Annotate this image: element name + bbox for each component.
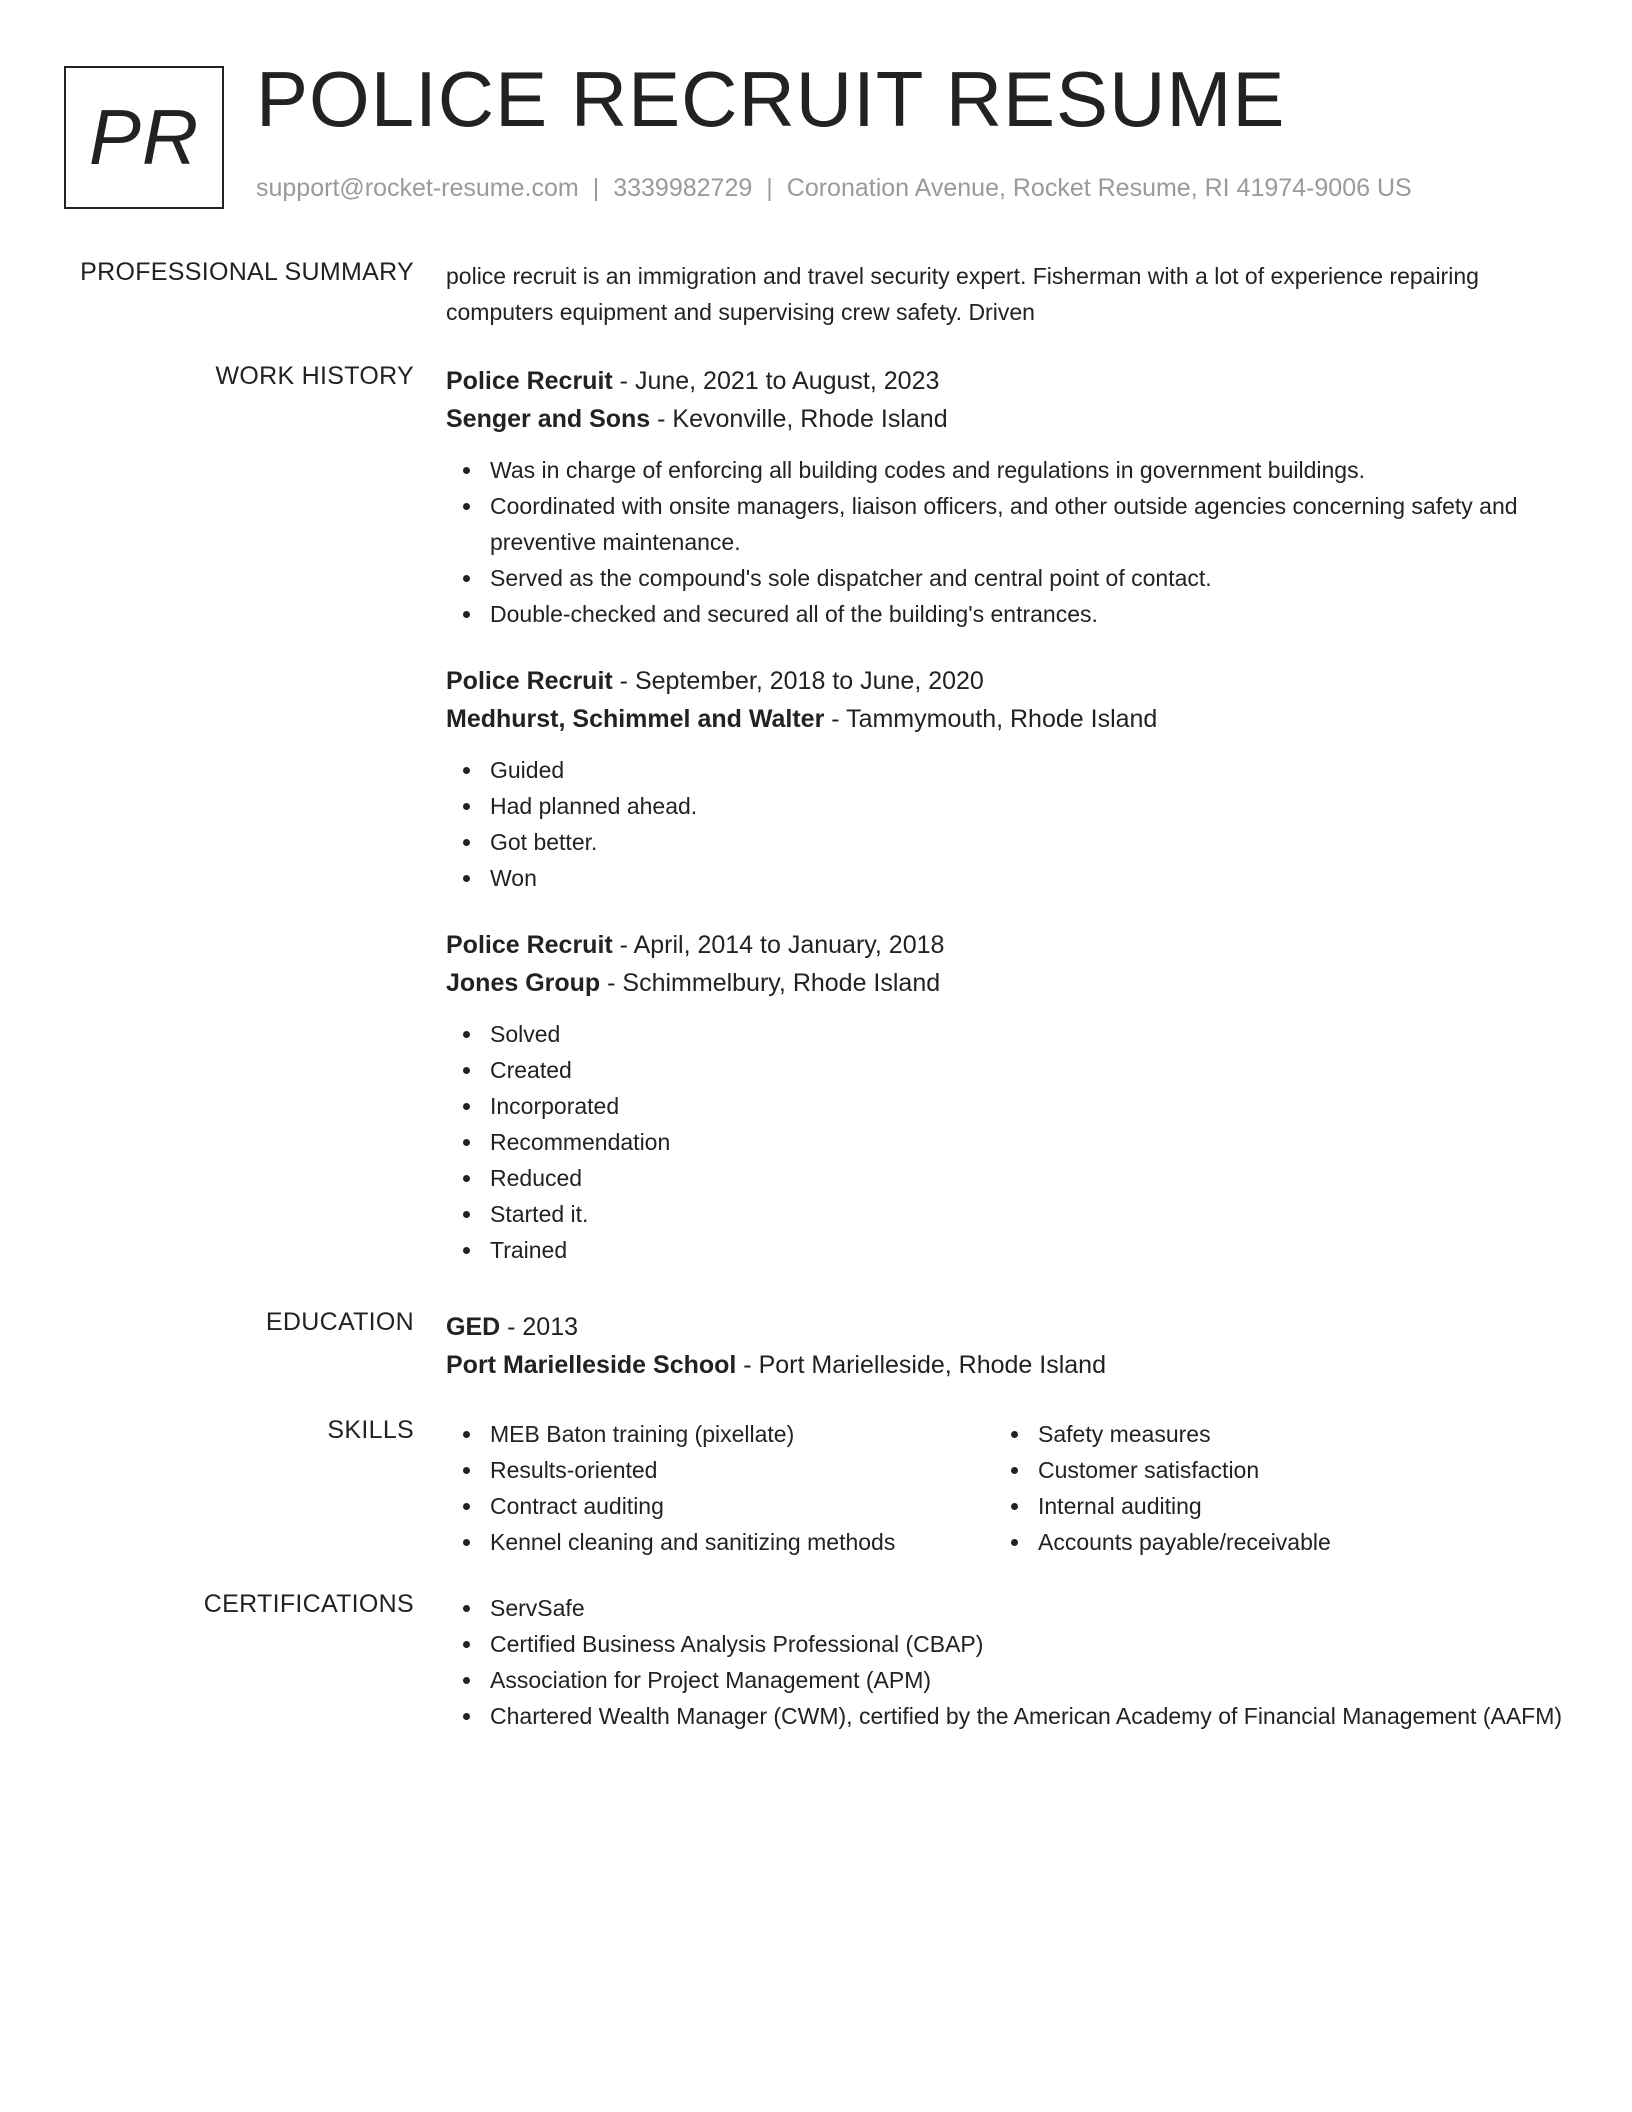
education-year: - 2013 [500, 1313, 579, 1341]
education-body [446, 1308, 1566, 1384]
list-item: Incorporated [446, 1088, 1566, 1124]
skills-column-right [994, 1416, 1542, 1560]
list-item: Kennel cleaning and sanitizing methods [446, 1524, 994, 1560]
list-item: Created [446, 1052, 1566, 1088]
list-item: Won [446, 860, 1566, 896]
list-item: Guided [446, 752, 1566, 788]
job-title-line [446, 662, 1566, 700]
section-label-work-history: WORK HISTORY [215, 362, 414, 390]
skills-column-left [446, 1416, 994, 1560]
certifications-list [446, 1590, 1566, 1734]
list-item: Safety measures [994, 1416, 1542, 1452]
job-entry [446, 662, 1566, 896]
list-item: MEB Baton training (pixellate) [446, 1416, 994, 1452]
monogram-logo [64, 66, 224, 209]
job-title-line [446, 362, 1566, 400]
job-dates: - September, 2018 to June, 2020 [612, 667, 984, 695]
job-location: - Schimmelbury, Rhode Island [600, 969, 941, 997]
list-item: ServSafe [446, 1590, 1566, 1626]
summary-body [446, 258, 1566, 330]
skills-body [446, 1416, 1566, 1560]
section-label-summary: PROFESSIONAL SUMMARY [80, 258, 414, 286]
list-item: Got better. [446, 824, 1566, 860]
certifications-body [446, 1590, 1566, 1734]
list-item: Solved [446, 1016, 1566, 1052]
summary-text: police recruit is an immigration and travel security expert. Fisherman with a lot of experience repairing computers equipment and supervising crew safety. Driven [446, 263, 1479, 325]
job-company: Medhurst, Schimmel and Walter [446, 705, 825, 733]
page-title: POLICE RECRUIT RESUME [256, 55, 1286, 143]
education-degree: GED [446, 1313, 501, 1341]
list-item: Served as the compound's sole dispatcher and central point of contact. [446, 560, 1566, 596]
contact-phone: 3339982729 [613, 174, 753, 202]
list-item: Certified Business Analysis Professional (CBAP) [446, 1626, 1566, 1662]
education-degree-line [446, 1308, 1566, 1346]
job-title: Police Recruit [446, 667, 613, 695]
list-item: Recommendation [446, 1124, 1566, 1160]
list-item: Had planned ahead. [446, 788, 1566, 824]
job-dates: - April, 2014 to January, 2018 [612, 931, 945, 959]
contact-address: Coronation Avenue, Rocket Resume, RI 41974-9006 US [786, 174, 1412, 202]
contact-email: support@rocket-resume.com [256, 174, 579, 202]
education-location: - Port Marielleside, Rhode Island [736, 1351, 1106, 1379]
list-item: Started it. [446, 1196, 1566, 1232]
list-item: Coordinated with onsite managers, liaison officers, and other outside agencies concerning safety and preventive maintenance. [446, 488, 1566, 560]
list-item: Contract auditing [446, 1488, 994, 1524]
list-item: Double-checked and secured all of the building's entrances. [446, 596, 1566, 632]
job-duties [446, 452, 1566, 632]
section-label-education: EDUCATION [265, 1308, 414, 1336]
list-item: Customer satisfaction [994, 1452, 1542, 1488]
skills-grid [446, 1416, 1566, 1560]
job-company: Senger and Sons [446, 405, 651, 433]
list-item: Accounts payable/receivable [994, 1524, 1542, 1560]
list-item: Trained [446, 1232, 1566, 1268]
list-item: Reduced [446, 1160, 1566, 1196]
education-school-line [446, 1346, 1566, 1384]
list-item: Internal auditing [994, 1488, 1542, 1524]
job-duties [446, 752, 1566, 896]
section-label-certifications: CERTIFICATIONS [203, 1590, 414, 1618]
skills-list-left [446, 1416, 994, 1560]
job-dates: - June, 2021 to August, 2023 [612, 367, 940, 395]
contact-separator: | [766, 174, 773, 202]
work-history-body [446, 362, 1566, 1268]
job-duties [446, 1016, 1566, 1268]
job-company: Jones Group [446, 969, 601, 997]
job-company-line [446, 400, 1566, 438]
contact-separator: | [592, 174, 600, 202]
skills-list-right [994, 1416, 1542, 1560]
job-title-line [446, 926, 1566, 964]
monogram-initials: PR [88, 93, 200, 181]
job-title: Police Recruit [446, 931, 613, 959]
education-school: Port Marielleside School [446, 1351, 737, 1379]
job-location: - Kevonville, Rhode Island [650, 405, 948, 433]
list-item: Association for Project Management (APM) [446, 1662, 1566, 1698]
list-item: Chartered Wealth Manager (CWM), certified by the American Academy of Financial Management (AAFM) [446, 1698, 1566, 1734]
job-title: Police Recruit [446, 367, 613, 395]
list-item: Results-oriented [446, 1452, 994, 1488]
contact-line [256, 174, 1412, 203]
job-company-line [446, 700, 1566, 738]
list-item: Was in charge of enforcing all building codes and regulations in government buildings. [446, 452, 1566, 488]
job-company-line [446, 964, 1566, 1002]
section-label-skills: SKILLS [327, 1416, 414, 1444]
job-entry [446, 362, 1566, 632]
job-location: - Tammymouth, Rhode Island [824, 705, 1158, 733]
job-entry [446, 926, 1566, 1268]
